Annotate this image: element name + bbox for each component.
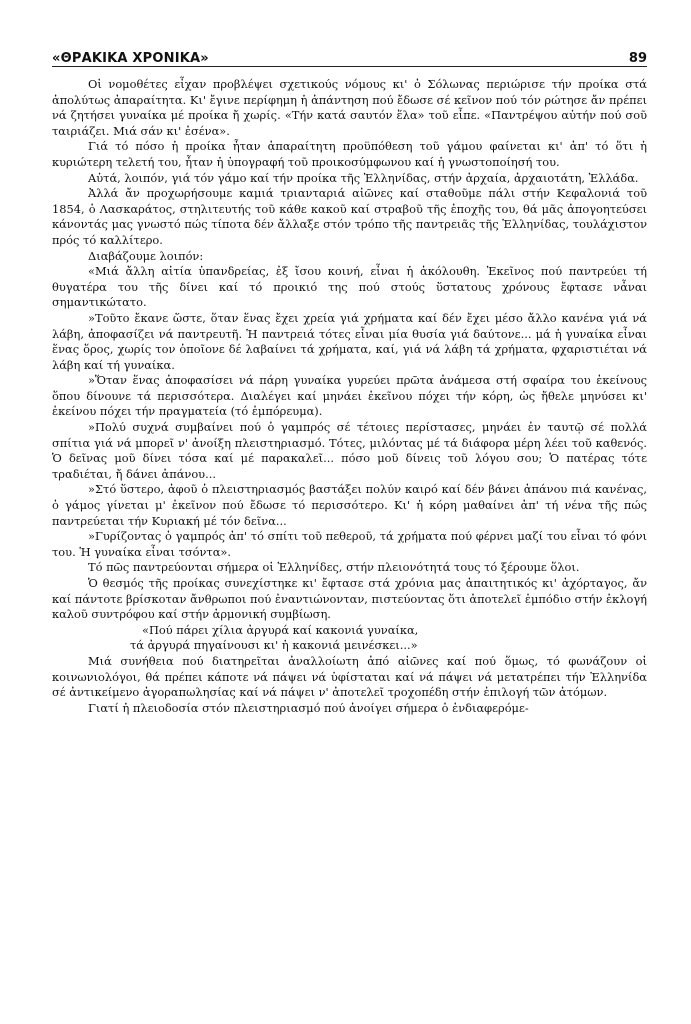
quoted-paragraph: «Μιά ἄλλη αἰτία ὑπανδρείας, ἐξ ἴσου κοινή, εἶναι ἡ ἀκόλουθη. Ἐκεῖνος πού παντρεύει τή θυγατέρα του τῆς δίνει καί τό προικιό της πού στούς ὕστατους χρόνους ἔφτασε νἆναι σημαντικώτατο. [52, 264, 647, 310]
paragraph: Ἀλλά ἄν προχωρήσουμε καμιά τριανταριά αἰῶνες καί σταθοῦμε πάλι στήν Κεφαλονιά τοῦ 1854, ὁ Λασκαράτος, στηλιτευτής τοῦ κάθε κακοῦ καί στραβοῦ τῆς ἐποχῆς του, θά μᾶς ἀπογοητεύσει κάνοντάς μας γνωστό πώς τίποτα δέν ἄλλαξε στόν τρόπο τῆς παντρειᾶς τῆς Ἑλληνίδας, τουλάχιστον πρός τό καλλίτερο. [52, 186, 647, 247]
quoted-paragraph: »Στό ὕστερο, ἀφοῦ ὁ πλειστηριασμός βαστάξει πολύν καιρό καί δέν βάνει ἀπάνου πιά κανένας, ὁ γάμος γίνεται μ' ἐκεῖνον πού ἔδωσε τό περισσότερο. Κι' ἡ κόρη μαθαίνει ἀπ' τή νένα τῆς πώς παντρεύεται τήν Κυριακή μέ τόν δεῖνα... [52, 482, 647, 528]
paragraph: Μιά συνήθεια πού διατηρεῖται ἀναλλοίωτη ἀπό αἰῶνες καί πού ὅμως, τό φωνάζουν οἱ κοινωνιολόγοι, θά πρέπει κάποτε νά πάψει νά ὑφίσταται καί νά πάψει νά μετατρέπει τήν Ἑλληνίδα σέ ἀντικείμενο ἀγοραπωλησίας καί νά πάψει ν' ἀποτελεῖ τροχοπέδη στήν ἐπιλογή τῶν ἀτόμων. [52, 653, 647, 700]
quoted-paragraph: »Τοῦτο ἔκανε ὥστε, ὅταν ἕνας ἔχει χρεία γιά χρήματα καί δέν ἔχει μέσο ἄλλο κανένα γιά νά λάβη, ἀποφασίζει νά παντρευτῆ. Ἡ παντρειά τότες εἶναι μία θυσία γιά δαύτονε... μά ἡ γυναίκα εἶναι ἕνας ὅρος, χωρίς τον ὁποῖονε δέ λαβαίνει τά χρήματα, καί, γιά νά λάβη τά χρήματα, φχαριστιέται νά λάβη καί τή γυναίκα. [52, 310, 647, 372]
page-number: 89 [628, 51, 647, 66]
paragraph: Αὐτά, λοιπόν, γιά τόν γάμο καί τήν προίκα τῆς Ἑλληνίδας, στήν ἀρχαία, ἀρχαιοτάτη, Ἑλλάδα. [88, 170, 639, 185]
verse-line: «Πού πάρει χίλια ἀργυρά καί κακονιά γυναίκα, [142, 622, 419, 637]
paragraph: Ὁ θεσμός τῆς προίκας συνεχίστηκε κι' ἔφτασε στά χρόνια μας ἀπαιτητικός κι' ἀχόρταγος, ἄν καί πάντοτε βρίσκοταν ἄνθρωποι πού ἐναντιώνονταν, πιστεύοντας ὅτι ἀποτελεῖ ἐμπόδιο στήν ἐκλογή καλοῦ συντρόφου καί στήν ἁρμονική συμβίωση. [52, 576, 647, 622]
paragraph: Τό πῶς παντρεύονται σήμερα οἱ Ἑλληνίδες, στήν πλειονότητά τους τό ξέρουμε ὅλοι. [88, 560, 580, 575]
quoted-paragraph: »Γυρίζοντας ὁ γαμπρός ἀπ' τό σπίτι τοῦ πεθεροῦ, τά χρήματα πού φέρνει μαζί του εἶναι τό φόνι του. Ἡ γυναίκα εἶναι τσόντα». [52, 529, 647, 559]
page-header [52, 0, 647, 67]
paragraph: Οἱ νομοθέτες εἶχαν προβλέψει σχετικούς νόμους κι' ὁ Σόλωνας περιώρισε τήν προίκα στά ἀπολύτως ἀπαραίτητα. Κι' ἔγινε περίφημη ἡ ἀπάντηση πού ἔδωσε σέ κεῖνον πού τόν ρώτησε ἄν πρέπει νά ζητήσει γυναίκα μέ προίκα ἤ χωρίς. «Τήν κατά σαυτόν ἕλα» τοῦ εἶπε. «Παντρέψου αὐτήν πού σοῦ ταιριάζει. Μιά σάν κι' ἐσένα». [52, 77, 647, 138]
paragraph: Γιά τό πόσο ἡ προίκα ἦταν ἀπαραίτητη προϋπόθεση τοῦ γάμου φαίνεται κι' ἀπ' τό ὅτι ἡ κυριώτερη τελετή του, ἦταν ἡ ὑπογραφή τοῦ προικοσύμφωνου καί ἡ γνωστοποίησή του. [52, 139, 647, 169]
paragraph: Διαβάζουμε λοιπόν: [88, 248, 204, 263]
paragraph: Γιατί ἡ πλειοδοσία στόν πλειστηριασμό πού ἀνοίγει σήμερα ὁ ἐνδιαφερόμε- [88, 700, 529, 715]
quoted-paragraph: »Ὅταν ἕνας ἀποφασίσει νά πάρη γυναίκα γυρεύει πρῶτα ἀνάμεσα στή σφαίρα του ἐκείνους ὅπου δίνουνε τά περισσότερα. Διαλέγει καί μηνάει ἐκεῖνου πόχει τήν κόρη, ὡς ἤθελε μηνύσει κι' ἐκείνου πόχει τήν πραγματεία (τό ἐμπόρευμα). [52, 373, 647, 419]
quoted-paragraph: »Πολύ συχνά συμβαίνει πού ὁ γαμπρός σέ τέτοιες περίστασες, μηνάει ἐν ταυτῷ σέ πολλά σπίτια γιά νά μπορεῖ ν' ἀνοίξη πλειστηριασμό. Τότες, μιλόντας μέ τά διάφορα μέρη λέει τοῦ καθενός. Ὁ δεῖνας μοῦ δίνει τόσα καί μέ παρακαλεῖ... πόσο μοῦ δίνεις τοῦ λόγου σου; Ὁ πατέρας τότε τραδιέται, ἤ δάνει ἀπάνου... [52, 420, 647, 481]
verse-line: τά ἀργυρά πηγαίνουσι κι' ἡ κακονιά μεινέσκει...» [130, 638, 418, 653]
running-title: «ΘΡΑΚΙΚΑ ΧΡΟΝΙΚΑ» [52, 51, 209, 66]
article-body [52, 77, 647, 716]
